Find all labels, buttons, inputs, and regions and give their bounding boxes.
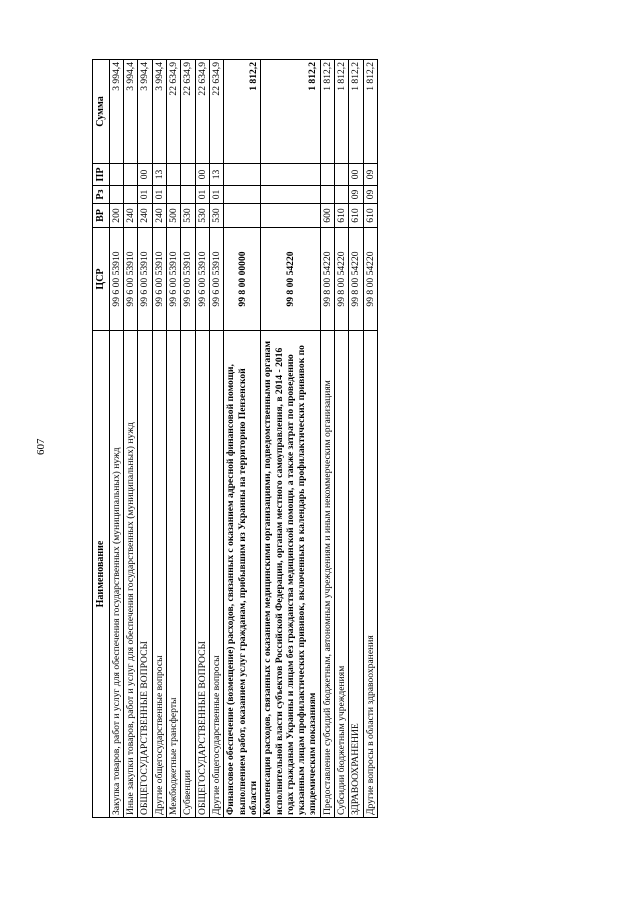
cell-name: Закупка товаров, работ и услуг для обеспечения государственных (муниципальных) нужд — [109, 331, 123, 818]
cell-pr — [167, 164, 181, 186]
cell-sum: 22 634,9 — [181, 60, 195, 164]
cell-pr: 00 — [195, 164, 209, 186]
cell-rz: 09 — [349, 186, 363, 204]
cell-pr — [109, 164, 123, 186]
cell-name: ОБЩЕГОСУДАРСТВЕННЫЕ ВОПРОСЫ — [138, 331, 152, 818]
cell-pr — [261, 164, 321, 186]
cell-csr: 99 6 00 53910 — [167, 228, 181, 331]
cell-rz — [261, 186, 321, 204]
cell-vr: 610 — [335, 204, 349, 228]
cell-name: ЗДРАВООХРАНЕНИЕ — [349, 331, 363, 818]
cell-sum: 1 812,2 — [363, 60, 377, 164]
cell-rz: 01 — [138, 186, 152, 204]
cell-csr: 99 8 00 54220 — [261, 228, 321, 331]
cell-csr: 99 6 00 53910 — [181, 228, 195, 331]
cell-sum: 1 812,2 — [320, 60, 334, 164]
table-row — [167, 60, 181, 818]
cell-pr: 13 — [152, 164, 166, 186]
cell-name: Другие общегосударственные вопросы — [209, 331, 223, 818]
table-row — [138, 60, 152, 818]
table-row — [320, 60, 334, 818]
cell-rz — [320, 186, 334, 204]
cell-csr: 99 6 00 53910 — [209, 228, 223, 331]
cell-vr: 610 — [363, 204, 377, 228]
cell-rz — [181, 186, 195, 204]
cell-sum: 1 812,2 — [224, 60, 261, 164]
cell-csr: 99 8 00 54220 — [349, 228, 363, 331]
cell-csr: 99 6 00 53910 — [124, 228, 138, 331]
table-row — [224, 60, 261, 818]
header-pr: ПР — [93, 164, 110, 186]
cell-csr: 99 6 00 53910 — [109, 228, 123, 331]
table-row — [363, 60, 377, 818]
cell-sum: 3 994,4 — [152, 60, 166, 164]
cell-name: Финансовое обеспечение (возмещение) расходов, связанных с оказанием адресной финансовой помощи, выполнением работ, оказанием услуг гражданам, прибывшим из Украины на территорию Пензенской области — [224, 331, 261, 818]
header-vr: ВР — [93, 204, 110, 228]
cell-pr: 00 — [349, 164, 363, 186]
cell-rz — [124, 186, 138, 204]
header-csr: ЦСР — [93, 228, 110, 331]
cell-pr — [320, 164, 334, 186]
cell-name: ОБЩЕГОСУДАРСТВЕННЫЕ ВОПРОСЫ — [195, 331, 209, 818]
cell-csr: 99 8 00 54220 — [320, 228, 334, 331]
cell-vr — [261, 204, 321, 228]
table-row — [152, 60, 166, 818]
cell-sum: 1 812,2 — [335, 60, 349, 164]
cell-vr: 240 — [152, 204, 166, 228]
cell-pr: 13 — [209, 164, 223, 186]
cell-name: Другие вопросы в области здравоохранения — [363, 331, 377, 818]
cell-name: Иные закупки товаров, работ и услуг для обеспечения государственных (муниципальных) нужд — [124, 331, 138, 818]
cell-pr: 00 — [138, 164, 152, 186]
cell-sum: 1 812,2 — [349, 60, 363, 164]
cell-rz — [167, 186, 181, 204]
cell-pr — [124, 164, 138, 186]
cell-rz: 01 — [209, 186, 223, 204]
cell-sum: 22 634,9 — [209, 60, 223, 164]
table-header-row — [93, 60, 110, 818]
cell-name: Межбюджетные трансферты — [167, 331, 181, 818]
cell-sum: 22 634,9 — [195, 60, 209, 164]
cell-vr: 530 — [209, 204, 223, 228]
cell-vr: 610 — [349, 204, 363, 228]
table-row — [209, 60, 223, 818]
table-row — [181, 60, 195, 818]
table-row — [335, 60, 349, 818]
cell-rz — [109, 186, 123, 204]
table-row — [349, 60, 363, 818]
cell-csr: 99 6 00 53910 — [195, 228, 209, 331]
cell-csr: 99 8 00 54220 — [363, 228, 377, 331]
cell-vr: 530 — [181, 204, 195, 228]
table-row — [261, 60, 321, 818]
cell-vr: 600 — [320, 204, 334, 228]
cell-vr: 500 — [167, 204, 181, 228]
cell-sum: 3 994,4 — [124, 60, 138, 164]
cell-name: Другие общегосударственные вопросы — [152, 331, 166, 818]
table-row — [109, 60, 123, 818]
cell-name: Субсидии бюджетным учреждениям — [335, 331, 349, 818]
page-number: 607 — [35, 438, 47, 455]
cell-vr — [224, 204, 261, 228]
cell-sum: 1 812,2 — [261, 60, 321, 164]
budget-table — [92, 59, 378, 818]
cell-pr — [181, 164, 195, 186]
cell-vr: 530 — [195, 204, 209, 228]
cell-sum: 3 994,4 — [109, 60, 123, 164]
cell-vr: 200 — [109, 204, 123, 228]
cell-rz — [224, 186, 261, 204]
header-sum: Сумма — [93, 60, 110, 164]
cell-pr — [335, 164, 349, 186]
cell-csr: 99 6 00 53910 — [152, 228, 166, 331]
table-row — [124, 60, 138, 818]
table-body — [109, 60, 377, 818]
cell-pr: 09 — [363, 164, 377, 186]
cell-pr — [224, 164, 261, 186]
cell-vr: 240 — [138, 204, 152, 228]
cell-rz: 01 — [195, 186, 209, 204]
cell-name: Субвенции — [181, 331, 195, 818]
cell-csr: 99 6 00 53910 — [138, 228, 152, 331]
cell-name: Предоставление субсидий бюджетным, автономным учреждениям и иным некоммерческим организациям — [320, 331, 334, 818]
cell-sum: 3 994,4 — [138, 60, 152, 164]
cell-rz: 09 — [363, 186, 377, 204]
cell-vr: 240 — [124, 204, 138, 228]
cell-sum: 22 634,9 — [167, 60, 181, 164]
cell-rz: 01 — [152, 186, 166, 204]
cell-csr: 99 8 00 54220 — [335, 228, 349, 331]
table-row — [195, 60, 209, 818]
cell-name: Компенсация расходов, связанных с оказанием медицинскими организациями, подведомственными органам исполнительной власти субъектов Российской Федерации, органам местного самоуправления, в 2014 - 2016 годах гражданам Украины и лицам без гражданства медицинской помощи, а также затрат по проведению указанным лицам профилактических прививок, включенных в календарь профилактических прививок по эпидемическим показаниям — [261, 331, 321, 818]
cell-csr: 99 8 00 00000 — [224, 228, 261, 331]
header-rz: Рз — [93, 186, 110, 204]
rotated-table-container — [92, 60, 378, 818]
header-name: Наименование — [93, 331, 110, 818]
cell-rz — [335, 186, 349, 204]
